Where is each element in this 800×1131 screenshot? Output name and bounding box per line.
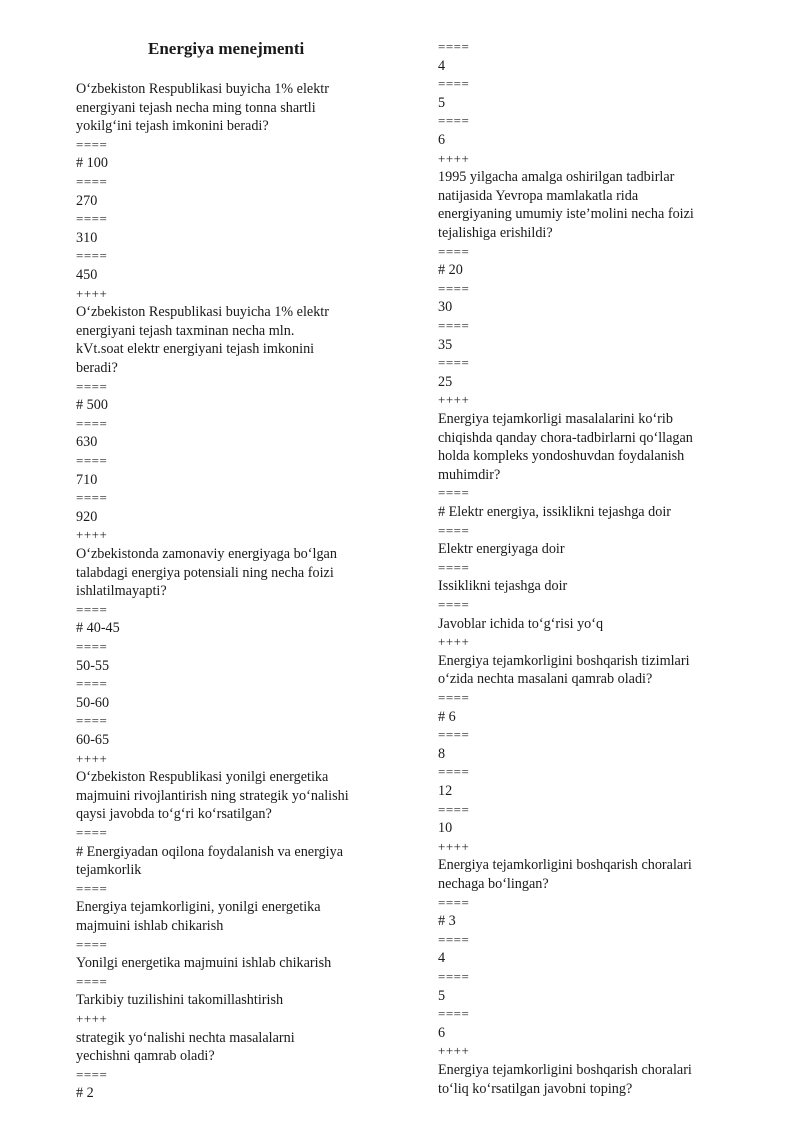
left-separator: ==== (76, 936, 108, 952)
left-text-line: tejamkorlik (76, 862, 142, 879)
right-text-line: 6 (438, 132, 446, 148)
left-text-line: O‘zbekistonda zamonaviy energiyaga bo‘lgan (76, 546, 337, 562)
right-text-line: Energiya tejamkorligini boshqarish choralari (438, 1062, 692, 1078)
left-text-line: kVt.soat elektr energiyani tejash imkonini (76, 341, 315, 358)
left-text-line: yokilg‘ini tejash imkonini beradi? (76, 118, 269, 135)
document-title: Energiya menejmenti (148, 39, 305, 58)
left-separator: ==== (76, 378, 108, 394)
left-text-line: 50-55 (76, 657, 110, 674)
right-text-line: to‘liq ko‘rsatilgan javobni toping? (438, 1080, 633, 1097)
right-text-line: Issiklikni tejashga doir (438, 578, 568, 595)
right-separator: ==== (438, 76, 470, 92)
left-separator: ==== (76, 415, 108, 431)
right-separator: ==== (438, 39, 470, 54)
left-separator: ==== (76, 1066, 108, 1082)
left-text-line: majmuini ishlab chikarish (76, 918, 224, 934)
left-text-line: ishlatilmayapti? (76, 583, 167, 600)
right-question-separator: ++++ (438, 150, 470, 166)
right-text-line: energiyaning umumiy iste’molini necha foizi (438, 206, 694, 223)
right-text-line: Energiya tejamkorligi masalalarini ko‘rib (438, 411, 673, 427)
right-separator: ==== (438, 1006, 470, 1022)
right-text-line: 30 (438, 299, 453, 316)
left-text-line: strategik yo‘nalishi nechta masalalarni (76, 1029, 295, 1046)
left-text-line: Energiya tejamkorligini, yonilgi energetika (76, 899, 321, 916)
left-text-line: energiyani tejash taxminan necha mln. (76, 322, 295, 339)
right-correct-answer: # 6 (438, 708, 456, 725)
right-text-line: Energiya tejamkorligini boshqarish choralari (438, 857, 692, 874)
right-text-line: 25 (438, 373, 453, 390)
left-separator: ==== (76, 676, 108, 692)
right-text-line: o‘zida nechta masalani qamrab oladi? (438, 671, 653, 688)
right-text-line: 12 (438, 783, 453, 799)
right-separator: ==== (438, 318, 470, 333)
left-text-line: yechishni qamrab oladi? (76, 1048, 215, 1065)
right-separator: ==== (438, 559, 470, 575)
left-correct-answer: # 40-45 (76, 620, 120, 637)
right-text-line: 4 (438, 57, 446, 74)
right-text-line: 5 (438, 987, 446, 1004)
right-text-line: 8 (438, 745, 446, 762)
left-separator: ==== (76, 825, 108, 840)
left-separator: ==== (76, 136, 108, 152)
left-text-line: O‘zbekiston Respublikasi buyicha 1% elektr (76, 81, 329, 97)
left-separator: ==== (76, 880, 108, 896)
left-question-separator: ++++ (76, 527, 108, 543)
right-separator: ==== (438, 113, 470, 129)
right-correct-answer: # 3 (438, 913, 456, 930)
left-text-line: 60-65 (76, 732, 110, 748)
right-text-line: 35 (438, 336, 453, 353)
right-correct-answer: # Elektr energiya, issiklikni tejashga doir (438, 504, 671, 520)
right-text-line: nechaga bo‘lingan? (438, 876, 549, 892)
left-correct-answer: # 2 (76, 1085, 94, 1102)
left-separator: ==== (76, 248, 108, 264)
left-text-line: talabdagi energiya potensiali ning necha foizi (76, 564, 334, 581)
left-separator: ==== (76, 713, 108, 729)
right-text-line: chiqishda qanday chora-tadbirlarni qo‘llagan (438, 429, 693, 446)
left-text-line: O‘zbekiston Respublikasi buyicha 1% elektr (76, 304, 329, 321)
right-text-line: Javoblar ichida to‘g‘risi yo‘q (438, 615, 604, 632)
left-correct-answer: # 500 (76, 397, 108, 414)
left-separator: ==== (76, 601, 108, 617)
left-text-line: 630 (76, 434, 98, 451)
right-separator: ==== (438, 355, 470, 371)
left-text-line: qaysi javobda to‘g‘ri ko‘rsatilgan? (76, 806, 272, 823)
left-text-line: beradi? (76, 360, 118, 376)
left-text-line: 710 (76, 471, 98, 488)
right-separator: ==== (438, 280, 470, 296)
left-separator: ==== (76, 174, 108, 189)
left-text-line: 920 (76, 508, 98, 525)
right-separator: ==== (438, 801, 470, 817)
left-separator: ==== (76, 453, 108, 468)
right-question-separator: ++++ (438, 392, 470, 408)
left-text-line: 450 (76, 267, 98, 283)
right-text-line: 10 (438, 820, 453, 837)
right-text-line: 6 (438, 1024, 446, 1041)
right-separator: ==== (438, 969, 470, 984)
right-text-line: 4 (438, 950, 446, 967)
left-text-line: 270 (76, 192, 98, 209)
left-correct-answer: # Energiyadan oqilona foydalanish va energiya (76, 843, 343, 860)
left-text-line: 310 (76, 229, 98, 246)
left-question-separator: ++++ (76, 1011, 108, 1026)
right-separator: ==== (438, 764, 470, 780)
right-separator: ==== (438, 931, 470, 947)
left-question-separator: ++++ (76, 285, 108, 301)
right-text-line: 1995 yilgacha amalga oshirilgan tadbirlar (438, 169, 675, 186)
right-question-separator: ++++ (438, 1043, 470, 1059)
left-separator: ==== (76, 639, 108, 654)
left-text-line: 50-60 (76, 694, 110, 711)
right-text-line: 5 (438, 94, 446, 111)
left-text-line: majmuini rivojlantirish ning strategik yo‘nalishi (76, 787, 349, 804)
right-question-separator: ++++ (438, 634, 470, 650)
right-correct-answer: # 20 (438, 262, 463, 279)
left-separator: ==== (76, 490, 108, 506)
right-text-line: natijasida Yevropa mamlakatla rida (438, 187, 639, 204)
left-text-line: Tarkibiy tuzilishini takomillashtirish (76, 992, 284, 1009)
right-separator: ==== (438, 485, 470, 501)
right-text-line: Elektr energiyaga doir (438, 541, 565, 558)
right-separator: ==== (438, 522, 470, 538)
right-text-line: tejalishiga erishildi? (438, 225, 553, 241)
right-separator: ==== (438, 243, 470, 259)
right-text-line: muhimdir? (438, 466, 501, 483)
left-text-line: Yonilgi energetika majmuini ishlab chikarish (76, 955, 332, 972)
right-question-separator: ++++ (438, 838, 470, 854)
left-separator: ==== (76, 973, 108, 989)
right-separator: ==== (438, 690, 470, 705)
right-separator: ==== (438, 894, 470, 910)
left-correct-answer: # 100 (76, 155, 108, 172)
right-text-line: holda kompleks yondoshuvdan foydalanish (438, 448, 685, 465)
left-separator: ==== (76, 211, 108, 227)
right-text-line: Energiya tejamkorligini boshqarish tizimlari (438, 652, 690, 669)
left-question-separator: ++++ (76, 750, 108, 766)
left-text-line: energiyani tejash necha ming tonna shartli (76, 99, 316, 116)
right-separator: ==== (438, 727, 470, 743)
right-separator: ==== (438, 597, 470, 612)
left-text-line: O‘zbekiston Respublikasi yonilgi energetika (76, 769, 329, 786)
